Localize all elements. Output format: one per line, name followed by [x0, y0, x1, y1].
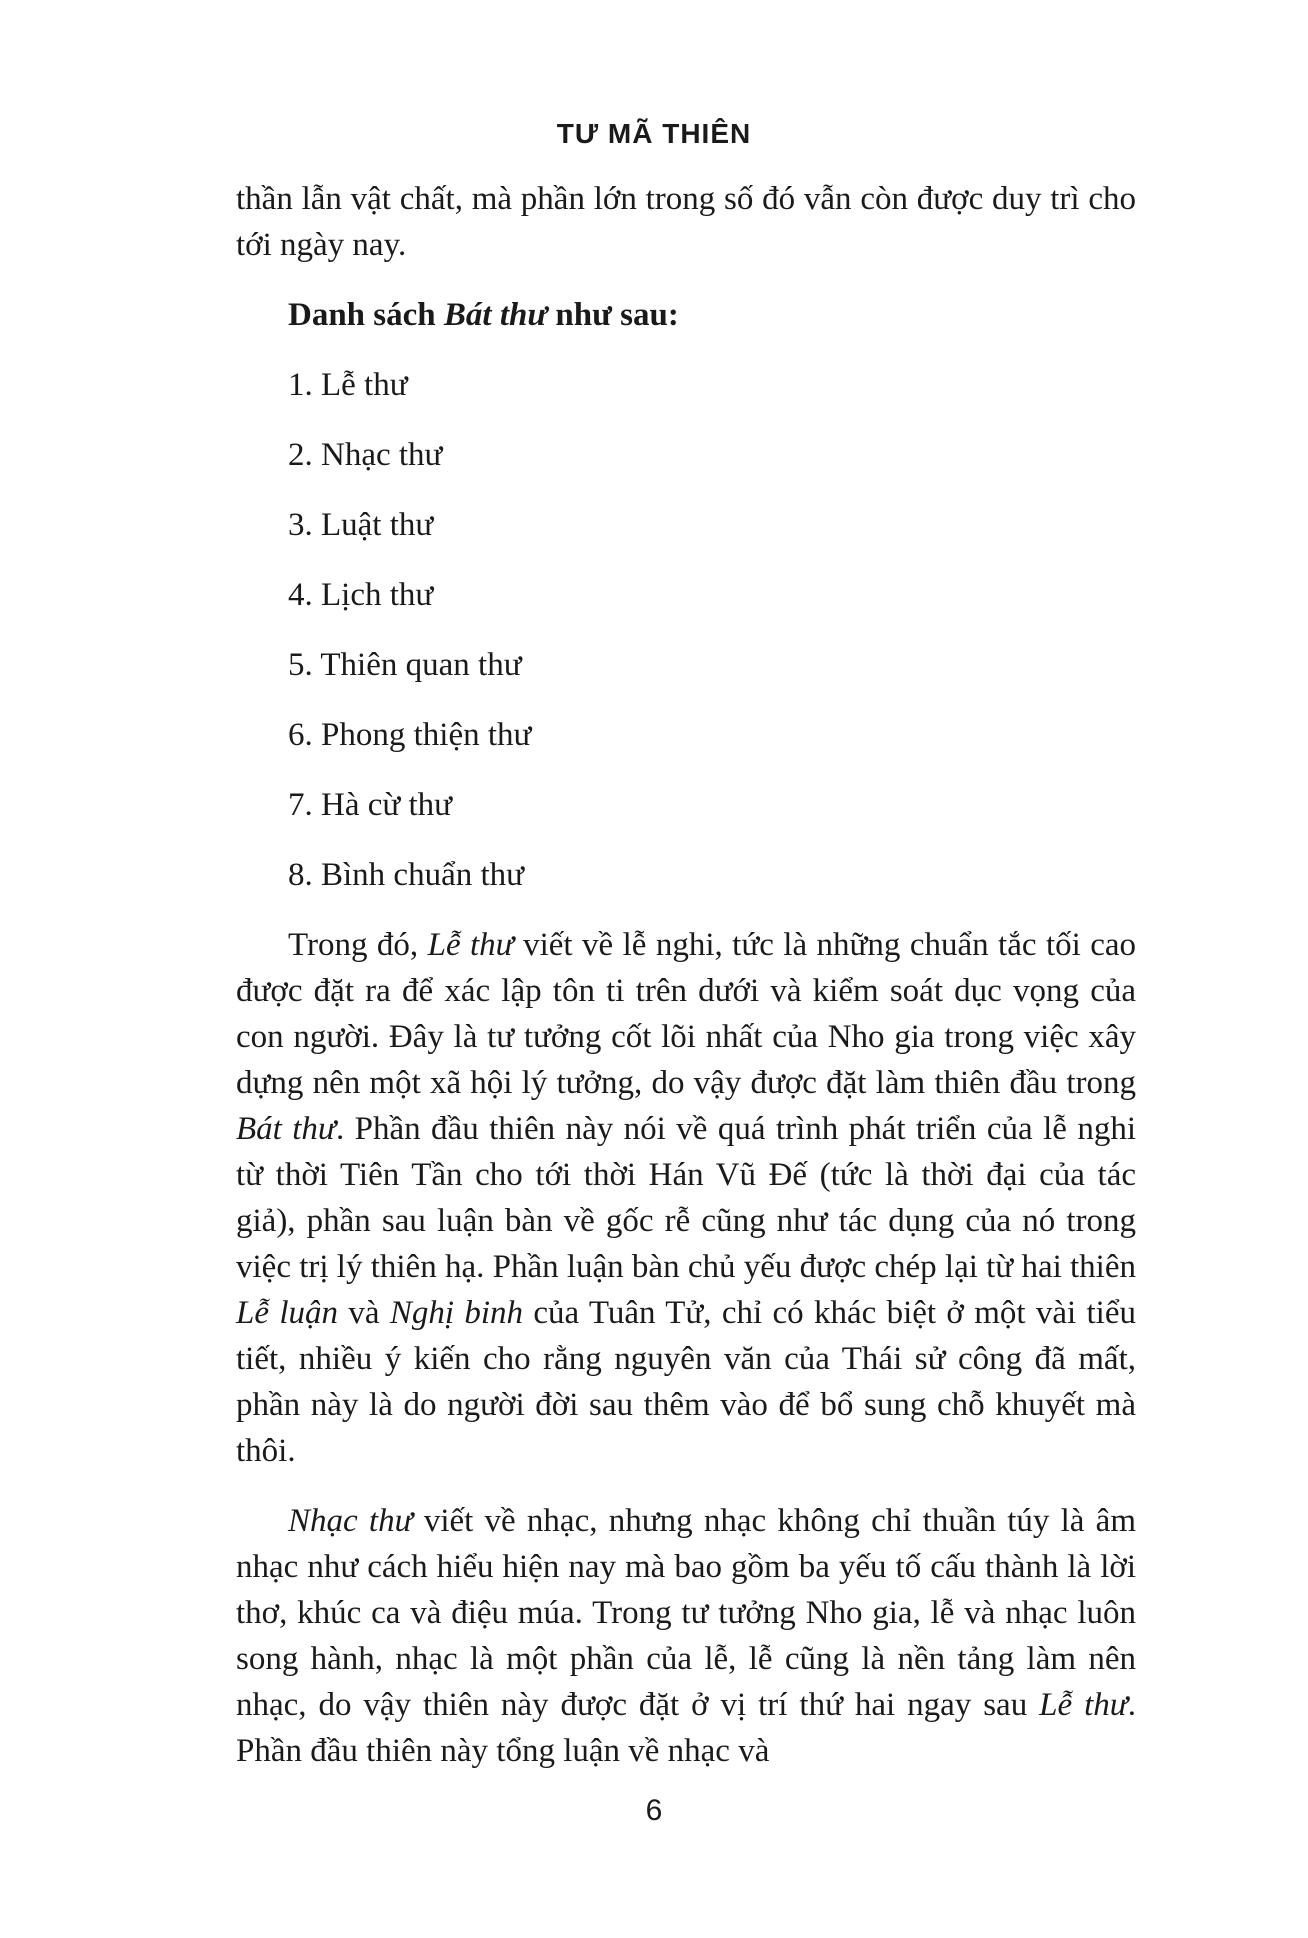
p1-i3: Lễ luận	[236, 1295, 338, 1331]
list-item: 1. Lễ thư	[288, 367, 408, 403]
p1-i2: Bát thư	[236, 1111, 336, 1147]
list-item: 7. Hà cừ thư	[288, 787, 453, 823]
p2-s2: . Phần đầu thiên này tổng luận về nhạc và	[236, 1687, 1136, 1769]
p1-s5: của Tuân Tử, chỉ có khác biệt ở một vài tiểu tiết, nhiều ý kiến cho rằng nguyên văn của Thái sử công đã mất, phần này là do người đời sau thêm vào để bổ sung chỗ khuyết mà thôi.	[236, 1295, 1136, 1469]
p2-i1: Nhạc thư	[288, 1503, 413, 1539]
list-item: 2. Nhạc thư	[288, 437, 443, 473]
p1-i4: Nghị binh	[389, 1295, 523, 1331]
list-title-post: như sau:	[547, 297, 679, 333]
list-item: 4. Lịch thư	[288, 577, 434, 613]
bat-thu-list	[236, 362, 1136, 898]
page-body	[236, 176, 1136, 1774]
list-title-pre: Danh sách	[288, 297, 444, 333]
paragraph-nhac-thu	[236, 1498, 1136, 1774]
p1-s2: viết về lễ nghi, tức là những chuẩn tắc tối cao được đặt ra để xác lập tôn ti trên dưới và kiểm soát dục vọng của con người. Đây là tư tưởng cốt lõi nhất của Nho gia trong việc xây dựng nên một xã hội lý tưởng, do vậy được đặt làm thiên đầu trong	[236, 927, 1136, 1101]
paragraph-le-thu	[236, 922, 1136, 1474]
p1-s4: và	[338, 1295, 390, 1331]
p1-s3: . Phần đầu thiên này nói về quá trình phát triển của lễ nghi từ thời Tiên Tần cho tới thời Hán Vũ Đế (tức là thời đại của tác giả), phần sau luận bàn về gốc rễ cũng như tác dụng của nó trong việc trị lý thiên hạ. Phần luận bàn chủ yếu được chép lại từ hai thiên	[236, 1111, 1136, 1285]
list-item: 5. Thiên quan thư	[288, 647, 522, 683]
list-title-italic: Bát thư	[443, 297, 548, 333]
page-number: 6	[645, 1794, 663, 1827]
list-item: 6. Phong thiện thư	[288, 717, 532, 753]
running-header: TƯ MÃ THIÊN	[556, 118, 752, 149]
p1-s1: Trong đó,	[288, 927, 428, 963]
list-title	[236, 292, 1136, 338]
list-item: 8. Bình chuẩn thư	[288, 857, 525, 893]
p2-s1: viết về nhạc, nhưng nhạc không chỉ thuần túy là âm nhạc như cách hiểu hiện nay mà bao gồm ba yếu tố cấu thành là lời thơ, khúc ca và điệu múa. Trong tư tưởng Nho gia, lễ và nhạc luôn song hành, nhạc là một phần của lễ, lễ cũng là nền tảng làm nên nhạc, do vậy thiên này được đặt ở vị trí thứ hai ngay sau	[236, 1503, 1136, 1723]
p2-i2: Lễ thư	[1039, 1687, 1128, 1723]
intro-continuation: thần lẫn vật chất, mà phần lớn trong số đó vẫn còn được duy trì cho tới ngày nay.	[236, 181, 1136, 263]
p1-i1: Lễ thư	[427, 927, 514, 963]
list-item: 3. Luật thư	[288, 507, 434, 543]
